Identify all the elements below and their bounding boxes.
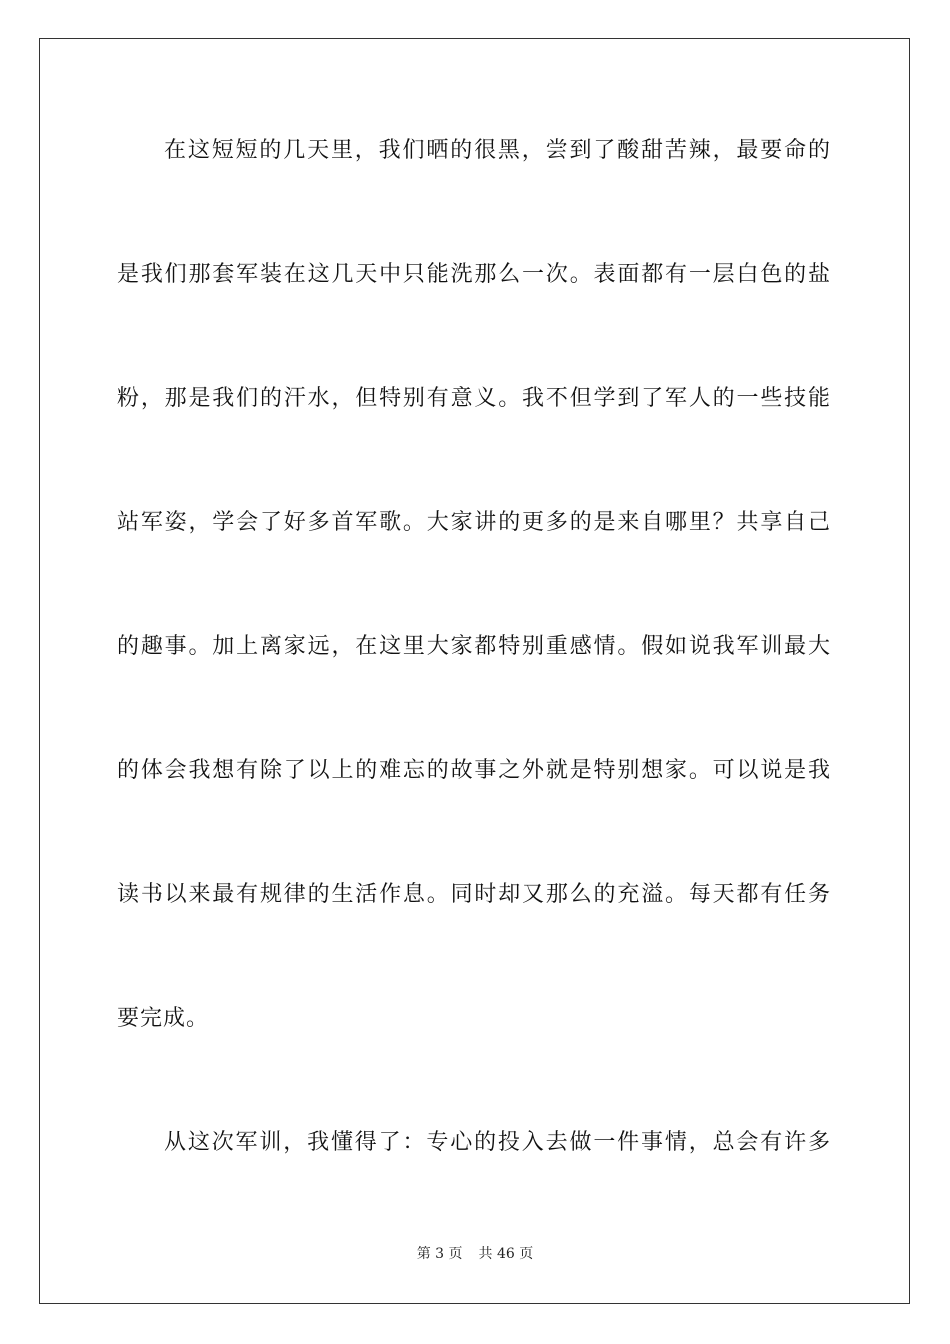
- page-border: [39, 38, 910, 1304]
- text-line: 要完成。: [117, 1006, 210, 1031]
- page-total: 共 46 页: [478, 1246, 534, 1262]
- text-line: 的体会我想有除了以上的难忘的故事之外就是特别想家。可以说是我: [117, 758, 831, 783]
- page-number: 第 3 页: [416, 1246, 463, 1262]
- text-line: 从这次军训，我懂得了：专心的投入去做一件事情，总会有许多: [164, 1130, 831, 1155]
- text-line: 站军姿，学会了好多首军歌。大家讲的更多的是来自哪里？共享自己: [117, 510, 831, 535]
- text-line: 读书以来最有规律的生活作息。同时却又那么的充溢。每天都有任务: [117, 882, 831, 907]
- text-line: 粉，那是我们的汗水，但特别有意义。我不但学到了军人的一些技能: [117, 386, 831, 411]
- page-footer: [0, 1244, 950, 1264]
- text-line: 在这短短的几天里，我们晒的很黑，尝到了酸甜苦辣，最要命的: [164, 138, 831, 163]
- text-line: 的趣事。加上离家远，在这里大家都特别重感情。假如说我军训最大: [117, 634, 831, 659]
- text-line: 是我们那套军装在这几天中只能洗那么一次。表面都有一层白色的盐: [117, 262, 831, 287]
